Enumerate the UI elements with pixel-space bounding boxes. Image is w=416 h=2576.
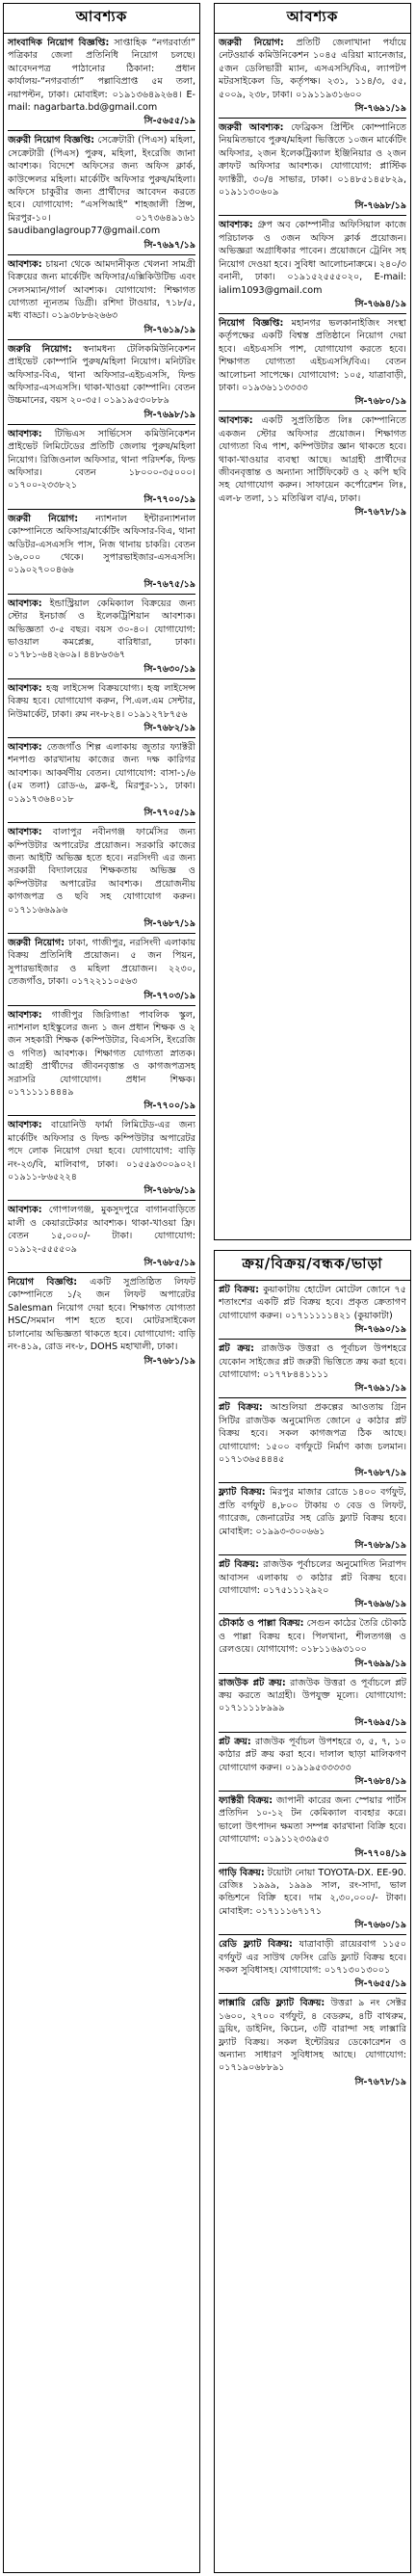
ad-divider xyxy=(219,1791,406,1792)
ad-code: সি-৭৬৮৭/১৯ xyxy=(143,917,195,929)
ad-lead: নিয়োগ বিজ্ঞপ্তি: xyxy=(8,1277,78,1288)
ad-lead: আবশ্যক: xyxy=(219,220,253,231)
classified-ad xyxy=(219,37,406,101)
ad-divider xyxy=(8,737,195,738)
ad-divider xyxy=(8,933,195,934)
ad-body: স্বনামধন্য টেলিকমিউনিকেশন প্রাইভেট কোম্পানি পুরুষ/মহিলা নিয়োগ। মনিটরিং অফিসার-বিএ, থানা অফিসার-এইচএসসি, ফিল্ড অফিসার-এসএসসি। থাকা-খাওয়া কোম্পানি। বেতন উচ্চমানের, বয়স ২০-৩৫। ০১৯১৯৫৩০৮৮৯ xyxy=(8,343,195,407)
classified-ad xyxy=(219,1794,406,1846)
ad-list xyxy=(219,37,406,1240)
ad-code: সি-৭৬৯৮/১৯ xyxy=(354,200,406,212)
section-header: আবশ্যক xyxy=(215,4,410,34)
classified-ad xyxy=(219,121,406,199)
ad-code: সি-৭৬৮০/১৯ xyxy=(354,396,406,408)
ad-code: সি-৭৬৯৪/১৯ xyxy=(354,298,406,309)
ad-divider xyxy=(8,1005,195,1006)
ad-lead: জরুরী নিয়োগ: xyxy=(8,937,65,948)
classified-ad xyxy=(8,1009,195,1100)
classified-ad xyxy=(8,37,195,114)
ad-code: সি-৭৬১৯/১৯ xyxy=(143,324,195,335)
ad-code: সি-৭৬৭৮/১৯ xyxy=(354,2076,406,2087)
ad-lead: জরুরী নিয়োগ: xyxy=(8,513,79,524)
classified-ad xyxy=(8,1276,195,1353)
classified-ad xyxy=(8,428,195,492)
ad-body: টিভিএস সার্ভিসেস কমিউনিকেশন প্রাইভেট লিমিটেডের প্রতিটি জেলায় পুরুষ/মহিলা নিয়োগ। রিজিওনাল অফিসার, থানা পরিদর্শক, ফিল্ড অফিসার। বেতন ১৮০০০-৩৫০০০। ০১৭০০-২৩৩৮২১ xyxy=(8,428,195,491)
ad-divider xyxy=(219,1863,406,1864)
ad-code: সি-৭৬৭৫/১৯ xyxy=(143,578,195,590)
ad-lead: প্লট বিক্রয়: xyxy=(219,1402,263,1414)
ad-body: মহানগর ভলকানাইজিং সংস্থা কর্তৃপক্ষের একটি বিশ্বস্ত প্রতিষ্ঠানে নিয়োগ দেয়া হবে। এইচএসসি পাশ, যোগাযোগ করতে হবে। শিক্ষাগত যোগ্যতা এইচএসসি/বিএ। বেতন আলোচনা সাপেক্ষে। যোগাযোগ: ১০৫, যাত্রাবাড়ী, ঢাকা। ০১৯৩৬১১৩৩৩৩ xyxy=(219,317,406,393)
ad-body: গ্রুপ অব কোম্পানীর অফিসিয়াল কাজে পরিচালক ও ৩জন অফিস ক্লার্ক প্রয়োজন। অভিজ্ঞরা অগ্রাধিকার পাবেন। প্রয়োজনে ট্রেনিং সহ নিয়োগ দেওয়া হবে। সুবিধা আলোচনাক্রমে। ২৪০/৩ বনানী, ঢাকা। ০১৯১৫২৫৫৫০২০, E-mail: ialim1093@gmail.com xyxy=(219,220,406,296)
ad-code: সি-৭৬৬০/১৯ xyxy=(354,1920,406,1931)
ad-lead: সাংবাদিক নিয়োগ বিজ্ঞপ্তি: xyxy=(8,38,110,48)
ad-lead: ফ্যাক্টরী বিক্রয়: xyxy=(219,1794,273,1806)
ad-body: বায়োনিউ ফার্মা লিমিটেড-এর জন্য মার্কেটিং অফিসার ও ফিল্ড কম্পিউটার অপারেটর পদে লোক নিয়োগ দেয়া হবে। যোগাযোগ: বাড়ি নং-২৩/বি, মালিবাগ, ঢাকা। ০১৫৫৯৩০০৯০২। ০১৯১১-৮৬৫২২৪ xyxy=(8,1120,195,1183)
ad-body: উত্তরা ৯ নং সেক্টর ১৬০০, ২৭০০ বর্গফুট, ৪ বেডরুম, ৪টি বাথরুম, ড্রয়িং, ডাইনিং, কিচেন, ৩টি বারান্দা সহ লাক্সারি ফ্ল্যাট বিক্রয়। সকল ইন্টেরিয়র ডেকোরেশন ও অন্যান্য সাধারণ সুবিধাসহ আছে। যোগাযোগ: ০১৭১৯০৬৮৮৯১ xyxy=(219,1998,406,2074)
classified-ad xyxy=(8,937,195,989)
ad-lead: জরুরী নিয়োগ: xyxy=(219,38,284,48)
ad-lead: আবশ্যক: xyxy=(8,1205,42,1216)
ad-body: একটি সুপ্রতিষ্ঠিত লিঃ কোম্পানিতে একজন স্টোর অফিসার প্রয়োজন। শিক্ষাগত যোগ্যতা বিএ পাশ, কম্পিউটার জ্ঞান থাকতে হবে। থাকা-খাওয়ার ব্যবস্থা আছে। আগ্রহী প্রার্থীদের জীবনবৃত্তান্ত ও অন্যান্য সার্টিফিকেট ও ২ কপি ছবি সহ যোগাযোগ করুন। সাফায়েন কর্পোরেশন লিঃ, এল-৮ তলা, ১১ মতিঝিল বা/এ, ঢাকা। xyxy=(219,415,406,504)
ad-body: ফেব্রিকস প্রিন্টিং কোম্পানিতে নিয়মিতভাবে পুরুষ/মহিলা ভিত্তিতে ১০জন মার্কেটিং অফিসার, ২জন ইলেকট্রিক্যাল ইঞ্জিনিয়ার ও ২জন ক্রাফট অফিসার আবশ্যক। যোগাযোগ: প্লাস্টিক ফ্যাক্টরী, ৩০/৪ সাভার, ঢাকা। ০১৪৮৫১৪৫৮২৯, ০১৯১১৩০৬০৯ xyxy=(219,122,406,199)
ad-divider xyxy=(8,424,195,425)
property-section xyxy=(214,1250,411,2573)
ad-lead: জরুরি নিয়োগ: xyxy=(8,343,72,355)
ad-lead: প্লট ক্রয়: xyxy=(219,1736,251,1747)
ad-divider xyxy=(8,822,195,823)
ad-body: টয়োটা নোয়া TOYOTA-DX. EE-90. রেজিঃ ১৯৯৯, ১৯৯৯ সাল, রং-সাদা, ভাল কন্ডিশনে বিক্রি হবে। দাম ২,৩০,০০০/- টাকা। মোবাইল: ০১৭১১১৬৭১৭১ xyxy=(219,1867,406,1917)
ad-body: ইন্ডাস্ট্রিয়াল কেমিক্যাল বিক্রয়ের জন্য স্টোর ইনচার্জ ও ইলেকট্রিশিয়ান আবশ্যক। অভিজ্ঞতা ৩-৫ বছর। বয়স ৩০-৪০। যোগাযোগ: ভাওয়াল কমপ্লেক্স, বারিধারা, ঢাকা। ০১৭৮১-৬৪২৬০৯। ৪৪৮৬৩৬৭ xyxy=(8,598,195,661)
ad-lead: আবশ্যক: xyxy=(8,682,42,694)
ad-code: সি-৭৬৮৯/১৯ xyxy=(354,1540,406,1552)
classified-ad xyxy=(219,1867,406,1919)
ad-lead: আবশ্যক: xyxy=(219,415,253,427)
ad-lead: আবশ্যক: xyxy=(8,258,42,270)
ad-divider xyxy=(219,1397,406,1398)
classified-ad xyxy=(8,1119,195,1183)
classified-ad xyxy=(8,598,195,662)
classified-ad xyxy=(8,513,195,577)
ad-code: সি-৭৬৮২/১৯ xyxy=(143,723,195,734)
ad-lead: আবশ্যক: xyxy=(8,827,42,838)
classified-ad xyxy=(8,134,195,237)
classified-ad xyxy=(8,343,195,408)
classified-ad xyxy=(8,1204,195,1256)
ad-divider xyxy=(219,1993,406,1994)
ad-divider xyxy=(8,130,195,131)
ad-body: একটি সুপ্রতিষ্ঠিত লিফট কোম্পানিতে ১/২ জন লিফট অপারেটর Salesman নিয়োগ দেয়া হবে। শিক্ষাগত যোগ্যতা HSC/সমমান পাশ হতে হবে। মোটরসাইকেল চালানোয় অভিজ্ঞতা থাকতে হবে। যোগাযোগ: বাড়ি নং-৪১৯, রোড নং-৮, DOHS মহাখালী, ঢাকা। xyxy=(8,1277,195,1353)
ad-code: সি-৭৭০৪/১৯ xyxy=(354,1847,406,1859)
ad-lead: আবশ্যক: xyxy=(8,1009,42,1021)
ad-body: প্রতিটি জেলাখানা পর্যায়ে নেটওয়ার্ক কমিউনিকেশন ১০৪৫ এরিয়া ম্যানেজার, ৫জন ডেলিভারী ম্যান, এসএসসি/বিএ, ল্যাপটপ মটরসাইকেল ডি, কর্তৃপক্ষ। ২৩১, ১১৪/৩, ৫৫, ৫০০৯, ২৩৮, ঢাকা। ০১৯১১৯৩১৬০০ xyxy=(219,38,406,100)
ad-code: সি-৭৬৯৮/১৯ xyxy=(143,409,195,420)
ad-body: সেক্রেটারী (পিএস) মহিলা, সেক্রেটারী (পিএস) পুরুষ, মহিলা, ইংরেজি জানা আবশ্যক। বিদেশে অফিসের জন্য অফিস ক্লার্ক, কাউন্সেলর মহিলা। মার্কেটিং অফিসার পুরুষ/মহিলা। অফিসে চাকুরীর জন্য প্রার্থীদের আবেদন করতে হবে। যোগাযোগ: “এসপিআই” শাহজালী প্রিন্স, মিরপুর-১০। ০১৭৩৬৪৯১৬১ saudibanglagroup77@gmail.com xyxy=(8,135,195,237)
ad-code: সি-৭৬৯১/১৯ xyxy=(354,1383,406,1394)
classified-ad xyxy=(219,1401,406,1466)
classified-ad xyxy=(8,826,195,916)
ad-lead: প্লট বিক্রয়: xyxy=(219,1285,259,1295)
classified-ad xyxy=(219,1617,406,1656)
ad-code: সি-৭৬৭৮/১৯ xyxy=(354,507,406,518)
ad-body: জাপানী কারের জন্য স্পেয়ার পার্টস প্রতিদিন ১০-১২ টন কেমিক্যাল ব্যবহার করে। ভালো উৎপাদন ক্ষমতা সম্পন্ন কারখানা বিক্রি হবে। যোগাযোগ: ০১৯১১২৩৩৯৫৩ xyxy=(219,1794,406,1846)
classified-ad xyxy=(8,741,195,806)
ad-body: রাজউক উত্তরা ও পূর্বাচল উপশহরে যেকোন সাইজের প্লট জরুরী ভিত্তিতে ক্রয় করা হবে। যোগাযোগ: ০১৭৭৮৪৪১১১১ xyxy=(219,1343,406,1381)
ad-code: সি-৭৬৯৯/১৯ xyxy=(354,1658,406,1669)
classified-ad xyxy=(219,1997,406,2074)
ad-body: সাপ্তাহিক “নগরবার্তা” পত্রিকার জেলা প্রতিনিধি নিয়োগ চলছে। আবেদনপত্র পাঠানোর ঠিকানা: প্রধান কার্যালয়-“নগরবার্তা” পল্লাবিপ্রাপ্ত ৫ম তলা, নয়াপল্টন, ঢাকা। মোবাইল: ০১৯১৩৬৪৯২৬৪। E-mail: nagarbarta.bd@gmail.com xyxy=(8,38,195,114)
ad-divider xyxy=(8,339,195,340)
ad-lead: আবশ্যক: xyxy=(8,598,42,609)
classified-ad xyxy=(219,1736,406,1774)
ad-divider xyxy=(8,594,195,595)
ad-body: ন্যাশনাল ইন্টারন্যাশনাল কোম্পানিতে অফিসার/মার্কেটিং অফিসার-বিএ, থানা অডিটর-এসএসসি পাস, নিজ থানায় চাকরি। বেতন ১৬,০০০ থেকে। সুপারভাইজার-এসএসসি। ০১৯০২৭০০৪৬৬ xyxy=(8,513,195,576)
ad-divider xyxy=(219,1673,406,1674)
ad-lead: রাজউক প্লট ক্রয়: xyxy=(219,1677,286,1688)
section-header: আবশ্যক xyxy=(4,4,199,34)
classified-ad xyxy=(219,317,406,394)
ad-body: সেগুন কাঠের তৈরি চৌকাঠ ও পাল্লা বিক্রয় হবে। পিলখানা, শীলতগঞ্জ ও রেলওয়ে। যোগাযোগ: ০১৮১১৬৯৩১০০ xyxy=(219,1618,406,1656)
ad-code: সি-৭৭০০/১৯ xyxy=(143,1101,195,1112)
ad-body: গাজীপুর জিরিগাঙা পাবলিক স্কুল, ন্যাশনাল হাইস্কুলের জন্য ১ জন প্রধান শিক্ষক ও ২ জন সহকারী শিক্ষক (কম্পিউটার, বিএসসি, ইংরেজি ও গণিত) আবশ্যক। শিক্ষাগত যোগ্যতা স্নাতক। আগ্রহী প্রার্থীদের জীবনবৃত্তান্ত ও কাগজপত্রসহ সরাসরি যোগাযোগ। প্রধান শিক্ষক। ০১৭১১১১৪৪৪৯ xyxy=(8,1009,195,1098)
ad-list xyxy=(8,37,195,2573)
ad-code: সি-৭৬৯৬/১৯ xyxy=(354,1599,406,1610)
ad-divider xyxy=(219,215,406,216)
ad-lead: প্লট বিক্রয়: xyxy=(219,1559,259,1571)
ad-code: সি-৭৬৯৭/১৯ xyxy=(143,239,195,251)
ad-code: সি-৭৬৯৫/১৯ xyxy=(354,1716,406,1728)
ad-body: চায়না থেকে আমদানীকৃত খেলনা সামগ্রী বিক্রয়ের জন্য মার্কেটিং অফিসার/এক্সিকিউটিভ এবং সেলসম্যান/গার্ল আবশ্যক। যোগাযোগ: শিক্ষাগত যোগ্যতা ন্যূনতম ডিগ্রী। রশিদা টাওয়ার, ৭১৮/৫, মধ্য বাড্ডা। ০১৯৩৮৮৬২৬৬৩ xyxy=(8,258,195,322)
ad-code: সি-৭৭০০/১৯ xyxy=(143,493,195,505)
ad-divider xyxy=(8,509,195,510)
ad-divider xyxy=(219,1482,406,1483)
ad-lead: প্লট ক্রয়: xyxy=(219,1343,254,1355)
ad-code: সি-৭৬৯০/১৯ xyxy=(354,1324,406,1336)
ad-lead: ফ্ল্যাট বিক্রয়: xyxy=(219,1487,266,1499)
ad-body: মিরপুর মাজার রোডে ১৪০০ বর্গফুট, প্রতি বর্গফুট ৪,৮০০ টাকায় ৩ বেড ও লিফট, গ্যারেজ, জেনারেটর সহ রেডি ফ্ল্যাট বিক্রয় হবে। মোবাইল: ০১৯৯৩-৩০০৬৬১ xyxy=(219,1487,406,1537)
classified-ad xyxy=(219,1938,406,1977)
ad-divider xyxy=(8,678,195,679)
classified-ad xyxy=(219,1342,406,1381)
ad-code: সি-৭৬৮৭/১৯ xyxy=(354,1468,406,1479)
classified-ad xyxy=(219,219,406,296)
ad-code: সি-৭৬৮৪/১৯ xyxy=(354,1775,406,1787)
ad-code: সি-৭৬৮৬/১৯ xyxy=(143,1185,195,1197)
ad-body: হজ্ব লাইসেন্স বিক্রয়যোগ্য। হজ্ব লাইসেন্স বিক্রয় হবে। যোগাযোগ করুন, পি.এল.এম সেন্টার, নিউমার্কেট, ঢাকা। রুম নং-৮২৪। ০১৯১২৭৮৭৫৬ xyxy=(8,682,195,720)
ad-divider xyxy=(219,411,406,412)
ad-divider xyxy=(219,1613,406,1614)
ad-list xyxy=(219,1284,406,2573)
right-column xyxy=(214,3,411,2573)
ad-divider xyxy=(219,1934,406,1935)
classified-ad xyxy=(219,414,406,505)
classified-ad xyxy=(219,1486,406,1538)
ad-body: তেজগাঁও শিল্প এলাকায় জুতার ফ্যাক্টরী শনপাগু কারখানায় কাজের জন্য দক্ষ কারিগর আবশ্যক। আকর্ষণীয় বেতন। যোগাযোগ: বাসা-১/৬ (৫ম তলা) রোড-৬, ব্লক-ই, মিরপুর-১১, ঢাকা। ০১৯১৭৩৬৪০১৮ xyxy=(8,742,195,805)
classified-ad xyxy=(8,682,195,721)
ad-lead: জরুরী আবশ্যক: xyxy=(219,122,284,134)
ad-divider xyxy=(8,1115,195,1116)
ad-code: সি-৭৬৫৫/১৯ xyxy=(354,1978,406,1990)
ad-body: বালাপুর নবীনগঞ্জ ফার্মেসির জন্য কম্পিউটার অপারেটর প্রয়োজন। সরকারি কাজের জন্য আইটি অভিজ্ঞ হতে হবে। নরসিংদী এর জন্য সরকারী বিদ্যালয়ের শিক্ষকতায় অভিজ্ঞ ও কম্পিউটার অপারেটর আবশ্যক। প্রয়োজনীয় কাগজপত্র ও ছবি সহ যোগাযোগ করুন। ০১৭১১৬৬৯৯৬ xyxy=(8,827,195,916)
ad-body: রাজউক পূর্বাচল উপশহরে ৩, ৫, ৭, ১০ কাঠার প্লট ক্রয় করা হবে। দালাল ছাড়া মালিকগণ যোগাযোগ করুন। ০১৯১৯৫৩৩৩৩৩ xyxy=(219,1736,406,1773)
ad-code: সি-৭৭০৫/১৯ xyxy=(143,808,195,819)
classified-ad xyxy=(8,258,195,323)
ad-divider xyxy=(219,1339,406,1340)
ad-lead: গাড়ি বিক্রয়: xyxy=(219,1867,265,1878)
ad-lead: আবশ্যক: xyxy=(8,1120,42,1131)
ad-body: রাজউক উত্তরা ও পূর্বাচলে প্লট ক্রয় করতে আগ্রহী। উপযুক্ত মূল্যে। যোগাযোগ: ০১৭১১১১৮৯৯৯ xyxy=(219,1677,406,1714)
ad-divider xyxy=(219,1554,406,1555)
ad-lead: রেডি ফ্ল্যাট বিক্রয়: xyxy=(219,1939,293,1951)
ad-divider xyxy=(8,1272,195,1273)
section-header: ক্রয়/বিক্রয়/বন্ধক/ভাড়া xyxy=(215,1251,410,1281)
left-column xyxy=(3,3,200,2573)
classified-ad xyxy=(219,1677,406,1715)
ad-lead: লাক্সারি রেডি ফ্ল্যাট বিক্রয়: xyxy=(219,1998,325,2009)
ad-divider xyxy=(8,1200,195,1201)
jobs-section-left xyxy=(3,3,200,2573)
ad-code: সি-৭৬৮১/১৯ xyxy=(143,1355,195,1367)
ad-lead: আবশ্যক: xyxy=(8,742,42,754)
ad-body: কুয়াকাটায় হোটেল মোটেল জোনে ৭৫ শতাংশের একটি প্লট বিক্রয় হবে। প্রকৃত ক্রেতাগণ যোগাযোগ করুন। ০১৭১১১১১৪২১ (কুয়াকাটা) xyxy=(219,1285,406,1321)
ad-code: সি-৭৬৮৫/১৯ xyxy=(143,1258,195,1269)
jobs-section-right xyxy=(214,3,411,1240)
ad-lead: জরুরী নিয়োগ বিজ্ঞপ্তি: xyxy=(8,135,95,146)
ad-lead: নিয়োগ বিজ্ঞপ্তি: xyxy=(219,317,284,329)
ad-code: সি-৭৬৯১/১৯ xyxy=(354,103,406,115)
ad-lead: চৌকাঠ ও পাল্লা বিক্রয়: xyxy=(219,1618,304,1630)
ad-divider xyxy=(219,313,406,314)
ad-code: সি-৭৭০৩/১৯ xyxy=(143,990,195,1001)
ad-body: আশুলিয়া প্রকল্পের আওতায় গ্রিন সিটির রাজউক অনুমোদিত জোনে ৫ কাঠার প্লট বিক্রয় হবে। সকল কাগজপত্র ঠিক আছে। যোগাযোগ: ১৫০০ বর্গফুটে নির্মাণ কাজ চলমান। ০১৭১৩৬৫৪৪৪৫ xyxy=(219,1402,406,1466)
ad-body: গোপালগঞ্জ, মুকসুদপুরে বাগানবাড়িতে মালী ও কেয়ারটেকার আবশ্যক। থাকা-খাওয়া ফ্রি। বেতন ১৫,০০০/- টাকা। যোগাযোগ: ০১৯১২-৫৫৫৫০৯ xyxy=(8,1205,195,1255)
classified-ad xyxy=(219,1284,406,1322)
ad-code: সি-৫৬৫৫/১৯ xyxy=(143,116,195,127)
ad-divider xyxy=(8,254,195,255)
ad-lead: আবশ্যক: xyxy=(8,428,42,439)
classified-ad xyxy=(219,1558,406,1597)
ad-body: রাজউক পূর্বাচলের অনুমোদিত নিরাপদ আবাসন এলাকায় ৩ কাঠার প্লট বিক্রয় হবে। যোগাযোগ: ০১৭৫১১১২৯২০ xyxy=(219,1559,406,1596)
ad-divider xyxy=(219,1732,406,1733)
ad-body: ঢাকা, গাজীপুর, নরসিংদী এলাকায় বিক্রয় প্রতিনিধি প্রয়োজন। ৫ জন পিয়ন, সুপারভাইজার ও মহিলা প্রয়োজন। ২২৩০, তেজগাঁও, ঢাকা। ০১৭২২১১০৫৬৩ xyxy=(8,937,195,988)
ad-body: যাত্রাবাড়ী রায়েরবাগ ১১৫০ বর্গফুট এর সাউথ ফেসিং রেডি ফ্ল্যাট বিক্রয় হবে। সকল সুবিধাসহ। যোগাযোগ: ০১৭১৩০১৩০০১ xyxy=(219,1939,406,1977)
ad-divider xyxy=(219,118,406,119)
ad-code: সি-৭৬৩০/১৯ xyxy=(143,663,195,675)
